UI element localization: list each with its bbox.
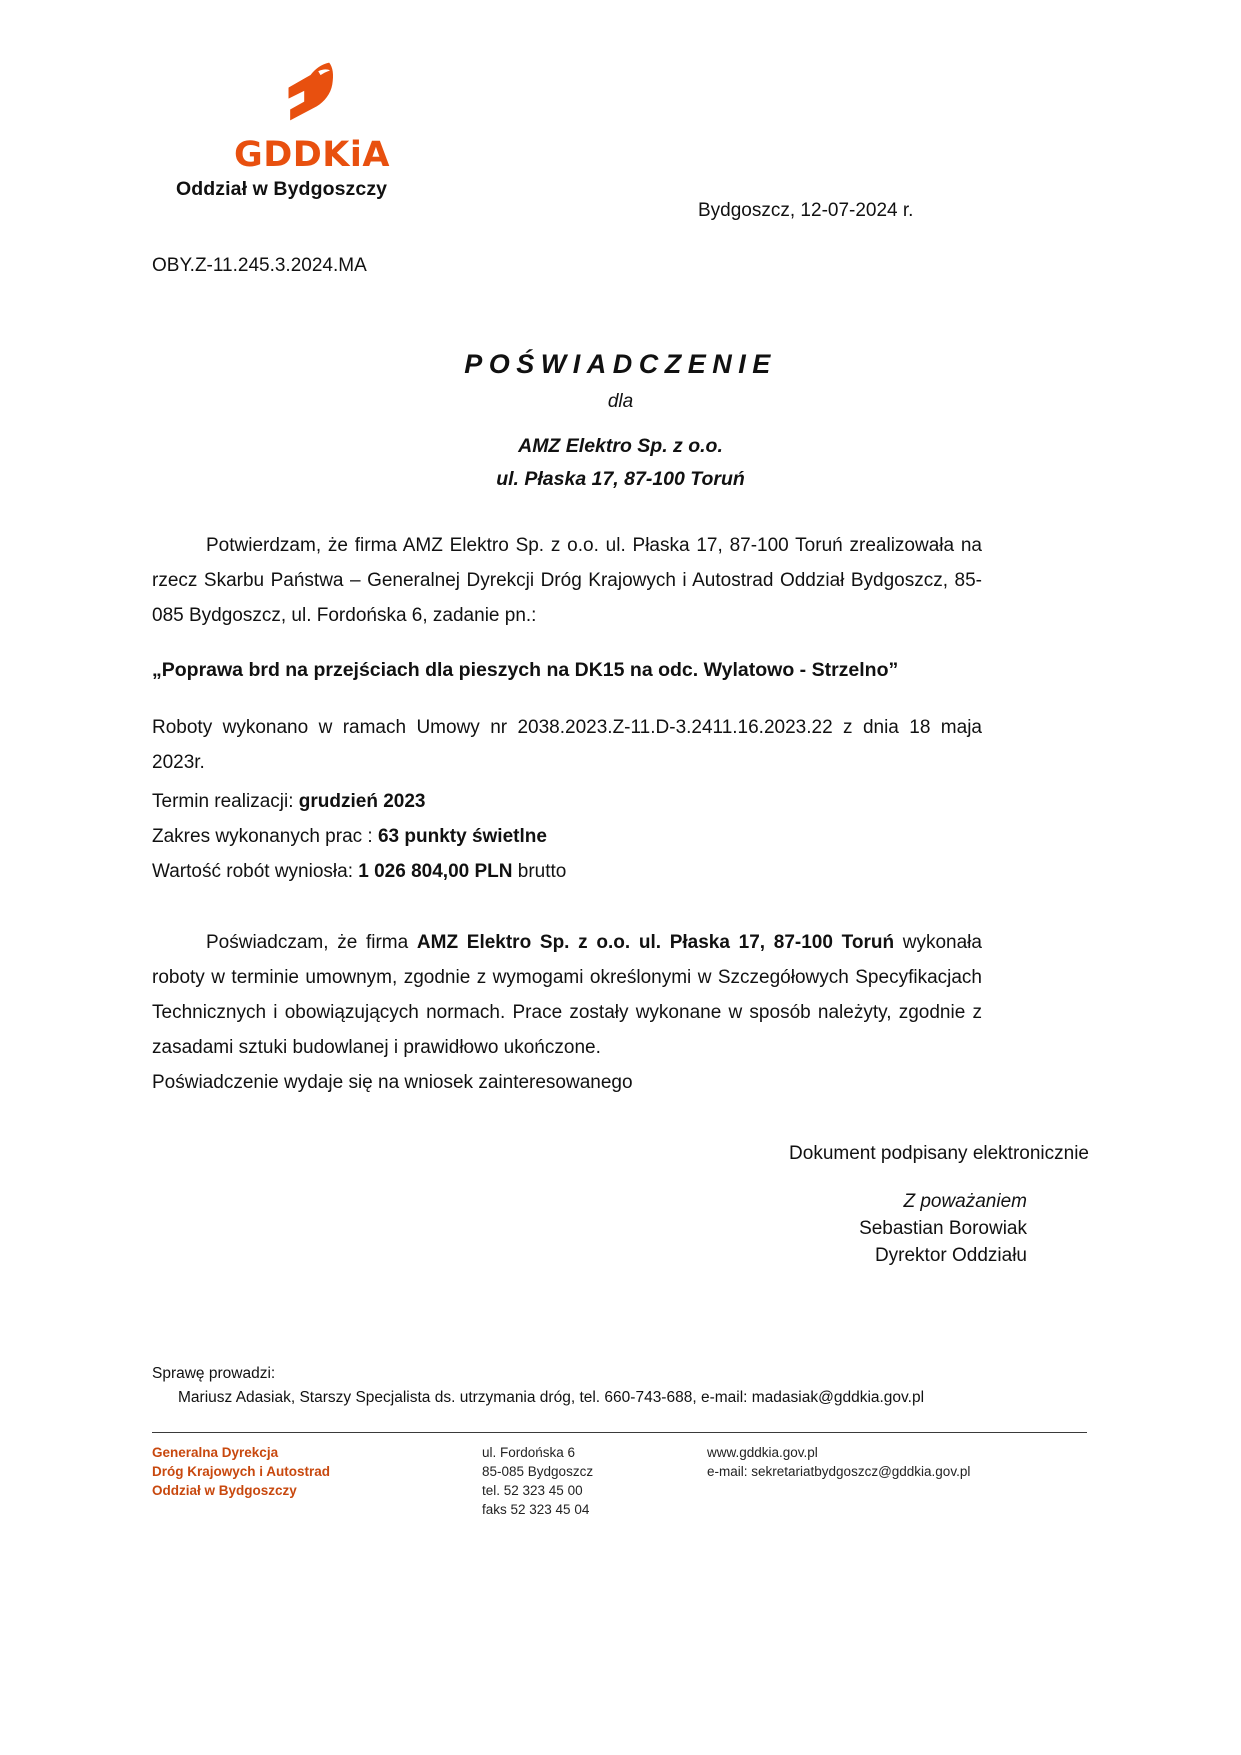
- case-handler-details: Mariusz Adasiak, Starszy Specjalista ds. utrzymania dróg, tel. 660-743-688, e-mail: madasiak@gddkia.gov.pl: [178, 1389, 925, 1406]
- addressee-name: AMZ Elektro Sp. z o.o.: [518, 435, 723, 457]
- place-and-date: Bydgoszcz, 12-07-2024 r.: [698, 200, 914, 221]
- deadline-line: [152, 784, 982, 819]
- footer-fax: faks 52 323 45 04: [482, 1502, 590, 1517]
- closing-paragraph: [152, 925, 982, 1065]
- case-handler-block: [152, 1362, 924, 1410]
- gddkia-eagle-icon: [273, 58, 351, 136]
- addressee-block: [0, 430, 1241, 496]
- signatory-position: Dyrektor Oddziału: [874, 1245, 1027, 1266]
- scope-line: [152, 819, 982, 854]
- addressee-address: ul. Płaska 17, 87-100 Toruń: [496, 468, 745, 490]
- footer-address: [482, 1443, 707, 1519]
- footer-divider: [152, 1432, 1087, 1433]
- footer-contacts: [707, 1443, 970, 1481]
- logo-wordmark: GDDKiA: [233, 135, 391, 175]
- reference-number: OBY.Z-11.245.3.2024.MA: [152, 255, 367, 276]
- value-amount: 1 026 804,00 PLN: [358, 861, 513, 882]
- footer-org-line-2: Dróg Krajowych i Autostrad: [152, 1464, 331, 1479]
- footer-org-line-1: Generalna Dyrekcja: [152, 1445, 279, 1460]
- signature-block: [0, 1188, 1027, 1269]
- case-handler-label: Sprawę prowadzi:: [152, 1365, 276, 1382]
- value-label: Wartość robót wyniosła:: [152, 861, 359, 882]
- footer-organization: [152, 1443, 482, 1500]
- deadline-value: grudzień 2023: [298, 791, 426, 812]
- closing-rest: wykonała roboty w terminie umownym, zgodnie z wymogami określonymi w Szczegółowych Specyfikacjach Technicznych i obowiązujących normach. Prace zostały wykonane w sposób należyty, zgodnie z zasadami sztuki budowlanej i prawidłowo ukończone.: [152, 932, 982, 1058]
- footer-website[interactable]: www.gddkia.gov.pl: [707, 1445, 818, 1460]
- department-name: Oddział w Bydgoszczy: [176, 178, 388, 200]
- closing-prefix: Poświadczam, że firma: [206, 932, 417, 953]
- footer-street: ul. Fordońska 6: [482, 1445, 576, 1460]
- value-suffix: brutto: [512, 861, 567, 882]
- document-body: [152, 528, 982, 1100]
- page-footer: [152, 1443, 1112, 1519]
- title-for-label: dla: [607, 391, 634, 412]
- signatory-name: Sebastian Borowiak: [859, 1218, 1027, 1239]
- footer-city: 85-085 Bydgoszcz: [482, 1464, 594, 1479]
- request-note: Poświadczenie wydaje się na wniosek zainteresowanego: [152, 1072, 633, 1093]
- gddkia-logo: [232, 58, 392, 173]
- contract-paragraph: Roboty wykonano w ramach Umowy nr 2038.2023.Z-11.D-3.2411.16.2023.22 z dnia 18 maja 2023r.: [152, 717, 982, 773]
- footer-org-line-3: Oddział w Bydgoszczy: [152, 1483, 297, 1498]
- footer-phone: tel. 52 323 45 00: [482, 1483, 583, 1498]
- page-title: POŚWIADCZENIE: [464, 349, 777, 379]
- intro-paragraph: Potwierdzam, że firma AMZ Elektro Sp. z o.o. ul. Płaska 17, 87-100 Toruń zrealizowała na rzecz Skarbu Państwa – Generalnej Dyrekcji Dróg Krajowych i Autostrad Oddział Bydgoszcz, 85-085 Bydgoszcz, ul. Fordońska 6, zadanie pn.:: [152, 535, 982, 626]
- scope-value: 63 punkty świetlne: [377, 826, 547, 847]
- work-details: [152, 784, 982, 889]
- footer-email[interactable]: e-mail: sekretariatbydgoszcz@gddkia.gov.pl: [707, 1464, 971, 1479]
- scope-label: Zakres wykonanych prac :: [152, 826, 378, 847]
- signature-regards: Z poważaniem: [903, 1191, 1027, 1212]
- electronic-signature-note: Dokument podpisany elektronicznie: [789, 1143, 1089, 1164]
- project-title: „Poprawa brd na przejściach dla pieszych na DK15 na odc. Wylatowo - Strzelno”: [152, 659, 899, 681]
- closing-company: AMZ Elektro Sp. z o.o. ul. Płaska 17, 87-100 Toruń: [416, 932, 895, 953]
- value-line: [152, 854, 982, 889]
- deadline-label: Termin realizacji:: [152, 791, 299, 812]
